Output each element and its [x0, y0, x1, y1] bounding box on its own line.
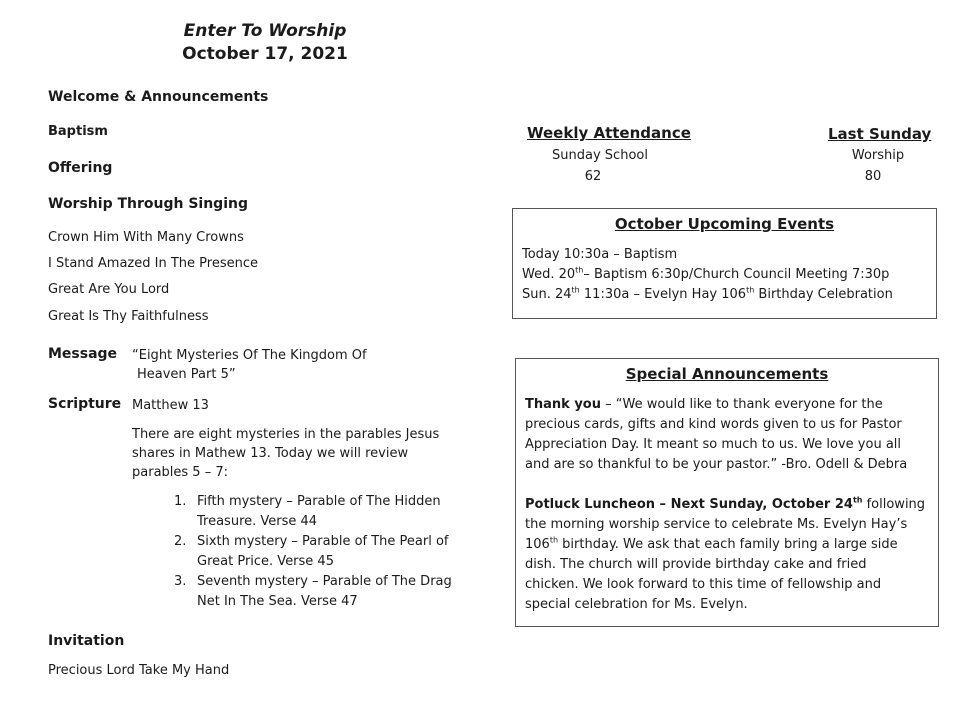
announcements-box — [515, 358, 939, 627]
attendance-heading: Weekly Attendance — [527, 124, 691, 142]
worship-count: 80 — [864, 169, 882, 184]
parable-line: Sixth mystery – Parable of The Pearl of — [197, 534, 449, 549]
announcement-text: – “We would like to thank everyone for the — [600, 397, 883, 412]
list-item — [174, 572, 452, 612]
baptism-heading: Baptism — [48, 124, 108, 139]
message-line: “Eight Mysteries Of The Kingdom Of — [132, 348, 367, 363]
list-item — [174, 492, 452, 532]
worship-label: Worship — [851, 148, 905, 163]
thanks-heading: Thank you — [525, 397, 601, 412]
announcement-text: 106 — [525, 537, 550, 552]
announcements-title: Special Announcements — [625, 365, 829, 383]
event-sup: th — [575, 265, 584, 275]
event-text: Birthday Celebration — [754, 287, 893, 302]
parable-line: Net In The Sea. Verse 47 — [197, 594, 358, 609]
singing-heading: Worship Through Singing — [48, 196, 248, 212]
announcement-line: Appreciation Day. It meant so much to us. We love you all — [525, 437, 902, 452]
announcement-line: precious cards, gifts and kind words given to us for Pastor — [525, 417, 902, 432]
song-item: Crown Him With Many Crowns — [48, 230, 244, 245]
event-text: Sun. 24 — [522, 287, 572, 302]
scripture-line: shares in Mathew 13. Today we will review — [132, 446, 409, 461]
message-line: Heaven Part 5” — [137, 367, 236, 382]
list-item — [174, 532, 452, 572]
scripture-line: There are eight mysteries in the parables Jesus — [132, 427, 440, 442]
announcement-sup: th — [852, 495, 863, 505]
parable-line: Great Price. Verse 45 — [197, 554, 334, 569]
event-line — [522, 265, 893, 285]
parable-line: Treasure. Verse 44 — [197, 514, 318, 529]
song-item: Great Are You Lord — [48, 282, 170, 297]
events-box — [512, 208, 937, 319]
event-text: Wed. 20 — [522, 267, 576, 282]
announcement-line: chicken. We look forward to this time of fellowship and — [525, 577, 882, 592]
event-text: 11:30a – Evelyn Hay 106 — [579, 287, 747, 302]
event-line: Today 10:30a – Baptism — [522, 247, 678, 262]
parable-line: Seventh mystery – Parable of The Drag — [197, 574, 452, 589]
invitation-heading: Invitation — [48, 633, 125, 649]
event-sup: th — [746, 285, 755, 295]
list-number: 1. — [174, 494, 187, 509]
message-label: Message — [48, 346, 118, 362]
parable-list — [174, 492, 452, 612]
announcement-line: dish. The church will provide birthday cake and fried — [525, 557, 867, 572]
scripture-ref: Matthew 13 — [132, 398, 209, 413]
scripture-text — [132, 425, 439, 482]
page-title: Enter To Worship — [183, 21, 347, 41]
event-line — [522, 285, 893, 305]
announcement-line: the morning worship service to celebrate Ms. Evelyn Hay’s — [525, 517, 908, 532]
song-item: I Stand Amazed In The Presence — [48, 256, 258, 271]
announcement-line — [525, 495, 934, 515]
scripture-line: parables 5 – 7: — [132, 465, 228, 480]
event-sup: th — [571, 285, 580, 295]
list-number: 3. — [174, 574, 187, 589]
announcement-line: and are so thankful to be your pastor.” -Bro. Odell & Debra — [525, 457, 908, 472]
message-title — [132, 346, 367, 384]
invitation-song: Precious Lord Take My Hand — [48, 663, 230, 678]
announcement-line — [525, 395, 934, 415]
announcement-text: birthday. We ask that each family bring a large side — [558, 537, 898, 552]
event-text: – Baptism 6:30p/Church Council Meeting 7:30p — [583, 267, 890, 282]
announcement-line — [525, 535, 934, 555]
list-number: 2. — [174, 534, 187, 549]
sunday-school-label: Sunday School — [552, 148, 648, 163]
sunday-school-count: 62 — [584, 169, 602, 184]
offering-heading: Offering — [48, 160, 113, 176]
potluck-heading: Potluck Luncheon – Next Sunday, October 24 — [525, 497, 853, 512]
welcome-heading: Welcome & Announcements — [48, 89, 269, 105]
parable-line: Fifth mystery – Parable of The Hidden — [197, 494, 441, 509]
last-sunday-heading: Last Sunday — [828, 125, 932, 143]
scripture-label: Scripture — [48, 396, 122, 412]
announcement-sup: th — [549, 535, 559, 545]
song-item: Great Is Thy Faithfulness — [48, 309, 209, 324]
service-date: October 17, 2021 — [182, 44, 348, 64]
announcement-line: special celebration for Ms. Evelyn. — [525, 597, 748, 612]
announcement-text: following — [862, 497, 926, 512]
events-title: October Upcoming Events — [614, 215, 835, 233]
